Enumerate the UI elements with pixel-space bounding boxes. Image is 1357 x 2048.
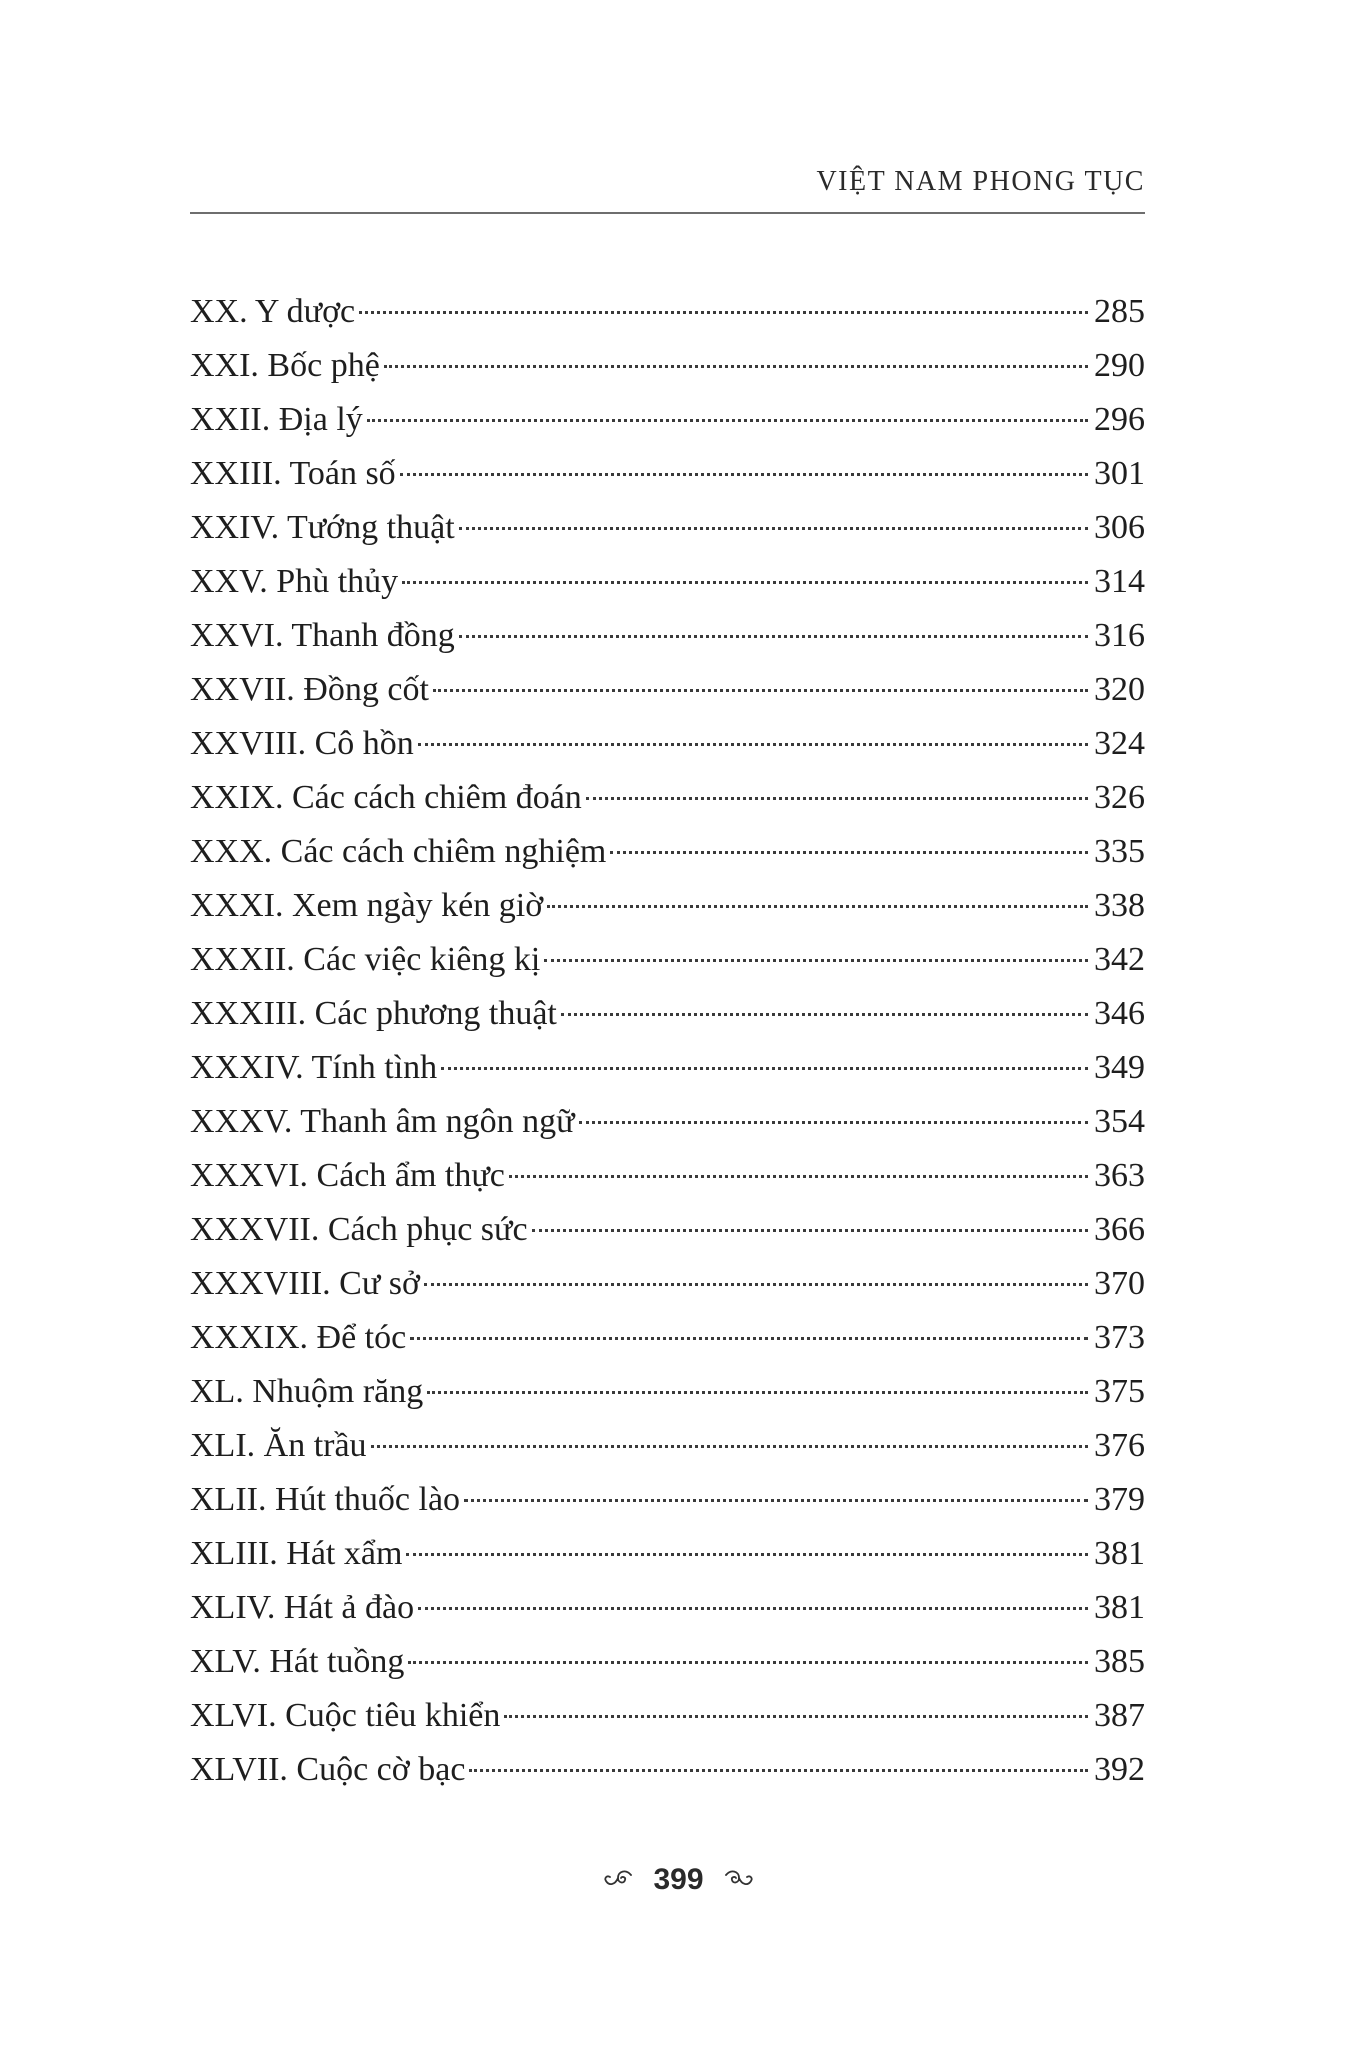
table-of-contents bbox=[190, 285, 1145, 1797]
toc-entry bbox=[190, 1419, 1145, 1473]
toc-entry-page: 335 bbox=[1094, 833, 1145, 870]
dot-leader bbox=[504, 1715, 1088, 1718]
toc-entry-page: 324 bbox=[1094, 725, 1145, 762]
toc-entry-page: 376 bbox=[1094, 1427, 1145, 1464]
toc-entry bbox=[190, 1527, 1145, 1581]
dot-leader bbox=[410, 1337, 1088, 1340]
toc-entry-title: XXXVIII. Cư sở bbox=[190, 1265, 420, 1302]
dot-leader bbox=[427, 1391, 1088, 1394]
toc-entry-title: XXIII. Toán số bbox=[190, 455, 396, 492]
toc-entry-title: XXVI. Thanh đồng bbox=[190, 617, 455, 654]
toc-entry bbox=[190, 1635, 1145, 1689]
toc-entry-title: XXXIV. Tính tình bbox=[190, 1049, 438, 1086]
toc-entry-title: XXXIX. Để tóc bbox=[190, 1319, 407, 1356]
toc-entry-page: 385 bbox=[1094, 1643, 1145, 1680]
toc-entry-page: 316 bbox=[1094, 617, 1145, 654]
toc-entry-title: XLIV. Hát ả đào bbox=[190, 1589, 415, 1626]
toc-entry-page: 296 bbox=[1094, 401, 1145, 438]
toc-entry-page: 346 bbox=[1094, 995, 1145, 1032]
toc-entry bbox=[190, 1203, 1145, 1257]
toc-entry-page: 306 bbox=[1094, 509, 1145, 546]
toc-entry-page: 379 bbox=[1094, 1481, 1145, 1518]
toc-entry-page: 392 bbox=[1094, 1751, 1145, 1788]
toc-entry-title: XLII. Hút thuốc lào bbox=[190, 1481, 461, 1518]
toc-entry bbox=[190, 933, 1145, 987]
toc-entry bbox=[190, 1365, 1145, 1419]
dot-leader bbox=[441, 1067, 1088, 1070]
dot-leader bbox=[610, 851, 1088, 854]
swash-right-icon bbox=[723, 1860, 753, 1900]
running-header-title: VIỆT NAM PHONG TỤC bbox=[816, 166, 1145, 197]
toc-entry-page: 381 bbox=[1094, 1535, 1145, 1572]
toc-entry bbox=[190, 1149, 1145, 1203]
toc-entry-title: XXIX. Các cách chiêm đoán bbox=[190, 779, 582, 816]
dot-leader bbox=[459, 635, 1088, 638]
toc-entry bbox=[190, 393, 1145, 447]
toc-entry bbox=[190, 1473, 1145, 1527]
toc-entry bbox=[190, 1095, 1145, 1149]
toc-entry-title: XLI. Ăn trầu bbox=[190, 1427, 367, 1464]
toc-entry bbox=[190, 1581, 1145, 1635]
toc-entry bbox=[190, 339, 1145, 393]
toc-entry-page: 375 bbox=[1094, 1373, 1145, 1410]
dot-leader bbox=[408, 1661, 1088, 1664]
toc-entry-page: 326 bbox=[1094, 779, 1145, 816]
toc-entry-page: 342 bbox=[1094, 941, 1145, 978]
toc-entry-page: 349 bbox=[1094, 1049, 1145, 1086]
toc-entry-title: XXXII. Các việc kiêng kị bbox=[190, 941, 541, 978]
dot-leader bbox=[367, 419, 1088, 422]
toc-entry bbox=[190, 1689, 1145, 1743]
toc-entry-page: 301 bbox=[1094, 455, 1145, 492]
toc-entry-title: XLVII. Cuộc cờ bạc bbox=[190, 1751, 466, 1788]
toc-entry-title: XXIV. Tướng thuật bbox=[190, 509, 455, 546]
toc-entry bbox=[190, 771, 1145, 825]
dot-leader bbox=[579, 1121, 1088, 1124]
toc-entry bbox=[190, 663, 1145, 717]
dot-leader bbox=[406, 1553, 1088, 1556]
toc-entry-title: XXX. Các cách chiêm nghiệm bbox=[190, 833, 607, 870]
dot-leader bbox=[418, 1607, 1088, 1610]
toc-entry bbox=[190, 555, 1145, 609]
dot-leader bbox=[400, 473, 1088, 476]
toc-entry-page: 320 bbox=[1094, 671, 1145, 708]
toc-entry-title: XLIII. Hát xẩm bbox=[190, 1535, 403, 1572]
toc-entry-title: XXI. Bốc phệ bbox=[190, 347, 380, 384]
toc-entry bbox=[190, 609, 1145, 663]
dot-leader bbox=[532, 1229, 1088, 1232]
toc-entry bbox=[190, 447, 1145, 501]
toc-entry bbox=[190, 987, 1145, 1041]
toc-entry bbox=[190, 1743, 1145, 1797]
toc-entry bbox=[190, 1257, 1145, 1311]
toc-entry-page: 381 bbox=[1094, 1589, 1145, 1626]
toc-entry-page: 373 bbox=[1094, 1319, 1145, 1356]
toc-entry-page: 387 bbox=[1094, 1697, 1145, 1734]
toc-entry-title: XXVIII. Cô hồn bbox=[190, 725, 414, 762]
toc-entry-page: 290 bbox=[1094, 347, 1145, 384]
toc-entry bbox=[190, 717, 1145, 771]
running-header bbox=[190, 164, 1145, 214]
toc-entry-page: 366 bbox=[1094, 1211, 1145, 1248]
toc-entry bbox=[190, 1311, 1145, 1365]
dot-leader bbox=[418, 743, 1088, 746]
dot-leader bbox=[469, 1769, 1088, 1772]
toc-entry-title: XXII. Địa lý bbox=[190, 401, 363, 438]
swash-left-icon bbox=[604, 1860, 634, 1900]
dot-leader bbox=[359, 311, 1088, 314]
toc-entry-page: 370 bbox=[1094, 1265, 1145, 1302]
toc-entry-title: XXXI. Xem ngày kén giờ bbox=[190, 887, 544, 924]
dot-leader bbox=[371, 1445, 1088, 1448]
toc-entry-title: XX. Y dược bbox=[190, 293, 356, 330]
toc-entry-page: 363 bbox=[1094, 1157, 1145, 1194]
dot-leader bbox=[433, 689, 1088, 692]
toc-entry-title: XXXVII. Cách phục sức bbox=[190, 1211, 528, 1248]
toc-entry-title: XXXV. Thanh âm ngôn ngữ bbox=[190, 1103, 575, 1140]
dot-leader bbox=[402, 581, 1088, 584]
toc-entry-title: XLVI. Cuộc tiêu khiển bbox=[190, 1697, 501, 1734]
toc-entry-title: XXXVI. Cách ẩm thực bbox=[190, 1157, 505, 1194]
dot-leader bbox=[586, 797, 1088, 800]
dot-leader bbox=[561, 1013, 1088, 1016]
dot-leader bbox=[459, 527, 1088, 530]
toc-entry-page: 354 bbox=[1094, 1103, 1145, 1140]
toc-entry-title: XLV. Hát tuồng bbox=[190, 1643, 405, 1680]
page-footer bbox=[0, 1858, 1357, 1900]
toc-entry bbox=[190, 1041, 1145, 1095]
toc-entry bbox=[190, 285, 1145, 339]
toc-entry-title: XL. Nhuộm răng bbox=[190, 1373, 424, 1410]
toc-entry-title: XXVII. Đồng cốt bbox=[190, 671, 429, 708]
toc-entry bbox=[190, 501, 1145, 555]
toc-entry bbox=[190, 879, 1145, 933]
toc-entry bbox=[190, 825, 1145, 879]
toc-entry-title: XXXIII. Các phương thuật bbox=[190, 995, 557, 1032]
dot-leader bbox=[424, 1283, 1088, 1286]
toc-entry-title: XXV. Phù thủy bbox=[190, 563, 399, 600]
page-number: 399 bbox=[653, 1863, 704, 1897]
dot-leader bbox=[544, 959, 1088, 962]
toc-entry-page: 285 bbox=[1094, 293, 1145, 330]
toc-entry-page: 314 bbox=[1094, 563, 1145, 600]
dot-leader bbox=[547, 905, 1088, 908]
dot-leader bbox=[464, 1499, 1088, 1502]
toc-entry-page: 338 bbox=[1094, 887, 1145, 924]
dot-leader bbox=[384, 365, 1088, 368]
dot-leader bbox=[509, 1175, 1088, 1178]
